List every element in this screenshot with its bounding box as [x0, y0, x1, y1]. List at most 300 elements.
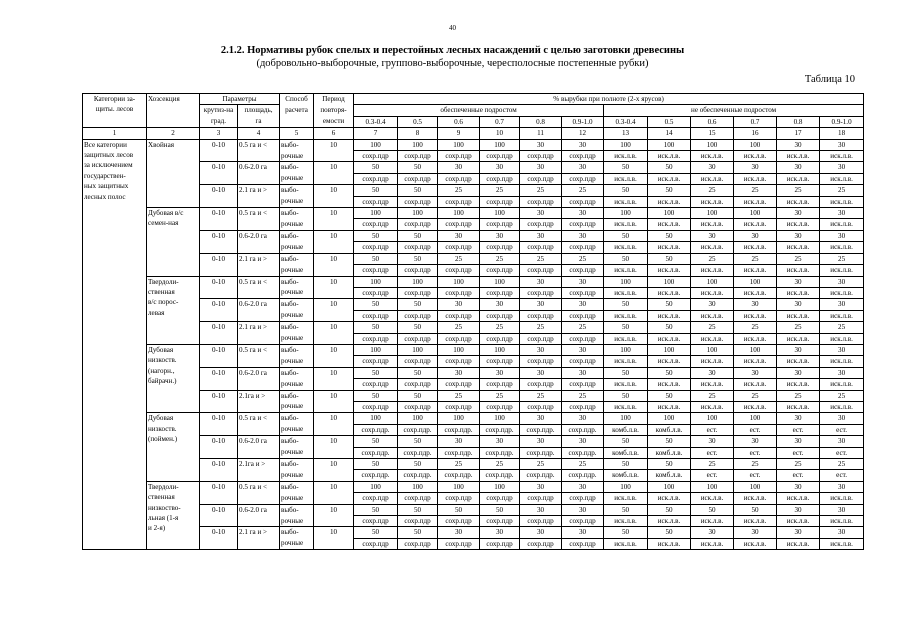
percent-cell: 30 — [777, 413, 820, 424]
percent-cell: 100 — [648, 413, 691, 424]
regen-type-cell: сохр.пдр — [562, 173, 604, 184]
regen-type-cell: сохр.пдр — [398, 242, 438, 253]
percent-cell: 100 — [734, 276, 777, 287]
regen-type-cell: иск.л.в. — [777, 401, 820, 412]
percent-cell: 30 — [777, 527, 820, 538]
header-row-1 — [83, 94, 864, 105]
regen-type-cell: иск.л.в. — [734, 196, 777, 207]
period-cell: 10 — [314, 390, 354, 413]
percent-cell: 50 — [398, 390, 438, 401]
regen-type-cell: комб.л.в. — [648, 447, 691, 458]
percent-cell: 100 — [691, 413, 734, 424]
regen-type-cell: сохр.пдр — [398, 333, 438, 344]
period-cell: 10 — [314, 459, 354, 482]
regen-type-cell: сохр.пдр — [562, 310, 604, 321]
table-label: Таблица 10 — [804, 74, 855, 85]
table-row — [83, 230, 864, 241]
percent-cell: 50 — [648, 527, 691, 538]
regen-type-cell: иск.л.в. — [734, 516, 777, 527]
method-cell: выбо- — [280, 436, 314, 447]
column-number: 14 — [648, 128, 691, 139]
percent-cell: 25 — [691, 459, 734, 470]
regen-type-cell: иск.л.в. — [777, 151, 820, 162]
table-row — [83, 208, 864, 219]
regen-type-cell: сохр.пдр — [480, 356, 520, 367]
norms-table — [82, 93, 864, 550]
slope-cell: 0-10 — [200, 527, 238, 550]
percent-cell: 25 — [562, 459, 604, 470]
table-row — [83, 390, 864, 401]
section-cell — [147, 481, 200, 549]
percent-cell: 30 — [562, 367, 604, 378]
area-cell: 2.1 га и > — [238, 185, 280, 208]
slope-cell: 0-10 — [200, 139, 238, 162]
percent-cell: 50 — [604, 299, 648, 310]
column-number: 13 — [604, 128, 648, 139]
table-row — [83, 344, 864, 355]
percent-cell: 50 — [734, 504, 777, 515]
percent-cell: 30 — [520, 162, 562, 173]
regen-type-cell: иск.л.в. — [604, 219, 648, 230]
header-density: 0.6 — [691, 116, 734, 127]
period-cell: 10 — [314, 185, 354, 208]
percent-cell: 25 — [691, 185, 734, 196]
slope-cell: 0-10 — [200, 504, 238, 527]
regen-type-cell: сохр.пдр — [480, 173, 520, 184]
regen-type-cell: ест. — [691, 424, 734, 435]
regen-type-cell: сохр.пдр — [438, 219, 480, 230]
section-line: низкоств. — [148, 424, 177, 433]
regen-type-cell: ест. — [734, 424, 777, 435]
regen-type-cell: иск.л.в. — [820, 287, 864, 298]
period-cell: 10 — [314, 413, 354, 436]
header-period-l2: повторя- — [314, 105, 354, 116]
percent-cell: 50 — [354, 527, 398, 538]
regen-type-cell: сохр.пдр — [398, 401, 438, 412]
percent-cell: 30 — [520, 344, 562, 355]
percent-cell: 50 — [480, 504, 520, 515]
slope-cell: 0-10 — [200, 367, 238, 390]
period-cell: 10 — [314, 230, 354, 253]
regen-type-cell: иск.л.в. — [648, 242, 691, 253]
percent-cell: 30 — [734, 162, 777, 173]
percent-cell: 25 — [438, 459, 480, 470]
regen-type-cell: сохр.пдр — [562, 196, 604, 207]
percent-cell: 25 — [562, 253, 604, 264]
regen-type-cell: иск.л.в. — [648, 493, 691, 504]
regen-type-cell: сохр.пдр — [480, 516, 520, 527]
percent-cell: 25 — [480, 459, 520, 470]
regen-type-cell: иск.л.в. — [648, 516, 691, 527]
regen-type-cell: сохр.пдр — [438, 265, 480, 276]
percent-cell: 25 — [480, 390, 520, 401]
percent-cell: 100 — [734, 481, 777, 492]
header-density: 0.5 — [648, 116, 691, 127]
header-density: 0.6 — [438, 116, 480, 127]
percent-cell: 30 — [734, 230, 777, 241]
section-line: низкоство- — [148, 503, 181, 512]
percent-cell: 50 — [648, 459, 691, 470]
regen-type-cell: иск.л.в. — [691, 401, 734, 412]
method-cell-l2: рочные — [280, 333, 314, 344]
percent-cell: 30 — [820, 527, 864, 538]
percent-cell: 50 — [648, 436, 691, 447]
regen-type-cell: иск.л.в. — [820, 151, 864, 162]
period-cell: 10 — [314, 299, 354, 322]
method-cell: выбо- — [280, 253, 314, 264]
regen-type-cell: сохр.пдр — [438, 242, 480, 253]
method-cell: выбо- — [280, 139, 314, 150]
regen-type-cell: сохр.пдр — [438, 493, 480, 504]
section-line: Дубовая — [148, 414, 174, 423]
regen-type-cell: сохр.пдр — [520, 356, 562, 367]
percent-cell: 50 — [354, 367, 398, 378]
regen-type-cell: иск.л.в. — [820, 310, 864, 321]
regen-type-cell: сохр.пдр — [438, 333, 480, 344]
regen-type-cell: сохр.пдр — [480, 493, 520, 504]
percent-cell: 30 — [820, 276, 864, 287]
section-line: Твердоли- — [148, 482, 179, 491]
percent-cell: 100 — [398, 413, 438, 424]
regen-type-cell: иск.л.в. — [648, 333, 691, 344]
column-number: 10 — [480, 128, 520, 139]
percent-cell: 25 — [734, 185, 777, 196]
section-cell — [147, 413, 200, 481]
period-cell: 10 — [314, 208, 354, 231]
method-cell: выбо- — [280, 162, 314, 173]
header-not-provided: не обеспеченные подростом — [604, 105, 864, 116]
regen-type-cell: иск.л.в. — [691, 538, 734, 549]
regen-type-cell: иск.л.в. — [604, 287, 648, 298]
regen-type-cell: сохр.пдр — [438, 538, 480, 549]
period-cell: 10 — [314, 367, 354, 390]
regen-type-cell: сохр.пдр — [480, 538, 520, 549]
regen-type-cell: сохр.пдр. — [354, 447, 398, 458]
regen-type-cell: иск.л.в. — [820, 242, 864, 253]
regen-type-cell: сохр.пдр. — [354, 470, 398, 481]
percent-cell: 30 — [777, 162, 820, 173]
header-period-l3: емости — [314, 116, 354, 127]
regen-type-cell: иск.л.в. — [604, 196, 648, 207]
header-method-l1: Способ — [280, 94, 314, 105]
percent-cell: 100 — [438, 139, 480, 150]
slope-cell: 0-10 — [200, 436, 238, 459]
slope-cell: 0-10 — [200, 390, 238, 413]
percent-cell: 50 — [398, 253, 438, 264]
percent-cell: 25 — [480, 322, 520, 333]
regen-type-cell: иск.л.в. — [777, 265, 820, 276]
percent-cell: 30 — [691, 436, 734, 447]
regen-type-cell: сохр.пдр — [520, 401, 562, 412]
regen-type-cell: сохр.пдр — [398, 219, 438, 230]
regen-type-cell: сохр.пдр — [398, 516, 438, 527]
regen-type-cell: сохр.пдр — [398, 356, 438, 367]
percent-cell: 50 — [354, 185, 398, 196]
percent-cell: 100 — [480, 139, 520, 150]
regen-type-cell: сохр.пдр — [480, 196, 520, 207]
percent-cell: 50 — [648, 322, 691, 333]
percent-cell: 100 — [691, 276, 734, 287]
regen-type-cell: сохр.пдр — [562, 333, 604, 344]
column-number: 4 — [238, 128, 280, 139]
section-line: Твердоли- — [148, 277, 179, 286]
percent-cell: 100 — [398, 481, 438, 492]
category-cell — [83, 139, 147, 550]
method-cell-l2: рочные — [280, 287, 314, 298]
percent-cell: 50 — [604, 162, 648, 173]
regen-type-cell: сохр.пдр — [398, 173, 438, 184]
regen-type-cell: сохр.пдр — [480, 287, 520, 298]
percent-cell: 30 — [562, 139, 604, 150]
percent-cell: 30 — [480, 527, 520, 538]
regen-type-cell: иск.л.в. — [820, 356, 864, 367]
regen-type-cell: сохр.пдр — [562, 493, 604, 504]
method-cell-l2: рочные — [280, 379, 314, 390]
percent-cell: 30 — [777, 481, 820, 492]
percent-cell: 100 — [438, 413, 480, 424]
section-line: (нагорн., — [148, 366, 175, 375]
percent-cell: 100 — [734, 139, 777, 150]
regen-type-cell: ест. — [820, 470, 864, 481]
method-cell-l2: рочные — [280, 310, 314, 321]
regen-type-cell: ест. — [691, 470, 734, 481]
category-line: защитных лесов — [84, 151, 134, 160]
regen-type-cell: сохр.пдр — [438, 379, 480, 390]
percent-cell: 50 — [354, 162, 398, 173]
regen-type-cell: сохр.пдр — [562, 401, 604, 412]
section-line: низкоств. — [148, 356, 177, 365]
regen-type-cell: сохр.пдр — [354, 287, 398, 298]
area-cell: 2.1 га и > — [238, 253, 280, 276]
percent-cell: 30 — [520, 230, 562, 241]
percent-cell: 30 — [820, 436, 864, 447]
percent-cell: 50 — [398, 504, 438, 515]
method-cell-l2: рочные — [280, 219, 314, 230]
percent-cell: 50 — [398, 322, 438, 333]
regen-type-cell: иск.л.в. — [777, 173, 820, 184]
percent-cell: 100 — [648, 481, 691, 492]
percent-cell: 100 — [604, 413, 648, 424]
method-cell: выбо- — [280, 390, 314, 401]
percent-cell: 30 — [691, 162, 734, 173]
regen-type-cell: сохр.пдр. — [562, 424, 604, 435]
regen-type-cell: сохр.пдр — [520, 151, 562, 162]
regen-type-cell: иск.л.в. — [734, 242, 777, 253]
percent-cell: 100 — [398, 139, 438, 150]
area-cell: 0.5 га и < — [238, 139, 280, 162]
percent-cell: 50 — [648, 185, 691, 196]
regen-type-cell: иск.л.в. — [691, 516, 734, 527]
regen-type-cell: сохр.пдр — [520, 379, 562, 390]
regen-type-cell: иск.л.в. — [734, 173, 777, 184]
regen-type-cell: иск.л.в. — [648, 538, 691, 549]
regen-type-cell: сохр.пдр — [438, 287, 480, 298]
percent-cell: 50 — [604, 436, 648, 447]
method-cell: выбо- — [280, 504, 314, 515]
header-method-l2: расчета — [280, 105, 314, 128]
section-cell — [147, 344, 200, 412]
header-density: 0.3-0.4 — [604, 116, 648, 127]
percent-cell: 50 — [604, 504, 648, 515]
percent-cell: 50 — [398, 436, 438, 447]
header-category — [83, 94, 147, 128]
percent-cell: 25 — [820, 459, 864, 470]
percent-cell: 100 — [480, 413, 520, 424]
regen-type-cell: ест. — [734, 447, 777, 458]
regen-type-cell: иск.л.в. — [691, 242, 734, 253]
regen-type-cell: сохр.пдр — [398, 310, 438, 321]
percent-cell: 25 — [777, 322, 820, 333]
category-line: за исключением — [84, 161, 133, 170]
percent-cell: 50 — [691, 504, 734, 515]
area-cell: 0.6-2.0 га — [238, 230, 280, 253]
area-cell: 0.5 га и < — [238, 481, 280, 504]
header-area-l1: площадь, — [238, 105, 280, 116]
percent-cell: 50 — [604, 459, 648, 470]
regen-type-cell: сохр.пдр — [520, 265, 562, 276]
percent-cell: 25 — [438, 253, 480, 264]
method-cell: выбо- — [280, 208, 314, 219]
percent-cell: 25 — [480, 253, 520, 264]
percent-cell: 100 — [480, 276, 520, 287]
percent-cell: 50 — [648, 367, 691, 378]
header-slope-l1: крутиз-на — [200, 105, 238, 116]
percent-cell: 25 — [438, 185, 480, 196]
percent-cell: 30 — [480, 162, 520, 173]
percent-cell: 100 — [604, 344, 648, 355]
percent-cell: 50 — [398, 185, 438, 196]
area-cell: 2.1га и > — [238, 459, 280, 482]
percent-cell: 30 — [480, 299, 520, 310]
header-density: 0.9-1.0 — [562, 116, 604, 127]
percent-cell: 100 — [604, 139, 648, 150]
regen-type-cell: иск.л.в. — [648, 310, 691, 321]
header-category-line: Категории за- — [93, 95, 136, 103]
percent-cell: 25 — [520, 390, 562, 401]
regen-type-cell: иск.л.в. — [734, 356, 777, 367]
slope-cell: 0-10 — [200, 276, 238, 299]
percent-cell: 25 — [820, 185, 864, 196]
percent-cell: 30 — [820, 139, 864, 150]
percent-cell: 30 — [691, 527, 734, 538]
percent-cell: 100 — [604, 481, 648, 492]
regen-type-cell: ест. — [820, 447, 864, 458]
regen-type-cell: иск.л.в. — [734, 265, 777, 276]
regen-type-cell: сохр.пдр — [438, 401, 480, 412]
method-cell: выбо- — [280, 185, 314, 196]
table-row — [83, 436, 864, 447]
percent-cell: 50 — [354, 299, 398, 310]
table-row — [83, 459, 864, 470]
table-row — [83, 367, 864, 378]
regen-type-cell: иск.л.в. — [648, 219, 691, 230]
regen-type-cell: иск.л.в. — [777, 356, 820, 367]
percent-cell: 50 — [398, 367, 438, 378]
percent-cell: 100 — [604, 208, 648, 219]
percent-cell: 50 — [604, 367, 648, 378]
area-cell: 0.6-2.0 га — [238, 162, 280, 185]
regen-type-cell: сохр.пдр — [520, 516, 562, 527]
area-cell: 2.1га и > — [238, 390, 280, 413]
regen-type-cell: сохр.пдр. — [520, 470, 562, 481]
regen-type-cell: иск.л.в. — [604, 379, 648, 390]
percent-cell: 50 — [648, 230, 691, 241]
regen-type-cell: иск.л.в. — [604, 151, 648, 162]
section-line: и 2-я) — [148, 524, 166, 533]
regen-type-cell: сохр.пдр — [438, 173, 480, 184]
percent-cell: 30 — [562, 299, 604, 310]
percent-cell: 30 — [438, 230, 480, 241]
regen-type-cell: сохр.пдр. — [438, 424, 480, 435]
percent-cell: 50 — [648, 299, 691, 310]
percent-cell: 100 — [354, 413, 398, 424]
regen-type-cell: ест. — [820, 424, 864, 435]
regen-type-cell: сохр.пдр — [562, 516, 604, 527]
regen-type-cell: сохр.пдр — [520, 310, 562, 321]
category-line: государствен- — [84, 171, 126, 180]
regen-type-cell: сохр.пдр — [520, 173, 562, 184]
regen-type-cell: ест. — [777, 447, 820, 458]
regen-type-cell: иск.л.в. — [777, 287, 820, 298]
regen-type-cell: сохр.пдр — [354, 356, 398, 367]
percent-cell: 25 — [777, 459, 820, 470]
percent-cell: 50 — [354, 459, 398, 470]
column-number: 15 — [691, 128, 734, 139]
table-row — [83, 322, 864, 333]
percent-cell: 50 — [604, 253, 648, 264]
percent-cell: 30 — [820, 367, 864, 378]
regen-type-cell: иск.л.в. — [691, 219, 734, 230]
percent-cell: 30 — [480, 436, 520, 447]
regen-type-cell: сохр.пдр. — [438, 470, 480, 481]
section-line: (поймен.) — [148, 435, 178, 444]
regen-type-cell: иск.л.в. — [648, 265, 691, 276]
percent-cell: 100 — [734, 344, 777, 355]
regen-type-cell: иск.л.в. — [734, 151, 777, 162]
percent-cell: 30 — [777, 208, 820, 219]
header-provided: обеспеченные подростом — [354, 105, 604, 116]
regen-type-cell: сохр.пдр — [398, 196, 438, 207]
percent-cell: 30 — [777, 344, 820, 355]
regen-type-cell: иск.л.в. — [691, 287, 734, 298]
percent-cell: 25 — [520, 185, 562, 196]
slope-cell: 0-10 — [200, 344, 238, 367]
percent-cell: 30 — [520, 299, 562, 310]
column-number: 11 — [520, 128, 562, 139]
percent-cell: 30 — [438, 162, 480, 173]
period-cell: 10 — [314, 481, 354, 504]
method-cell-l2: рочные — [280, 447, 314, 458]
section-cell — [147, 208, 200, 276]
regen-type-cell: иск.л.в. — [777, 310, 820, 321]
regen-type-cell: сохр.пдр — [438, 356, 480, 367]
header-density: 0.7 — [734, 116, 777, 127]
percent-cell: 30 — [480, 230, 520, 241]
period-cell: 10 — [314, 139, 354, 162]
percent-cell: 50 — [604, 185, 648, 196]
regen-type-cell: сохр.пдр — [354, 219, 398, 230]
percent-cell: 100 — [438, 276, 480, 287]
regen-type-cell: ест. — [691, 447, 734, 458]
section-line: Хвойная — [148, 140, 174, 149]
regen-type-cell: сохр.пдр — [438, 516, 480, 527]
page-number: 40 — [449, 24, 456, 32]
table-row — [83, 527, 864, 538]
percent-cell: 25 — [820, 322, 864, 333]
regen-type-cell: иск.л.в. — [648, 379, 691, 390]
regen-type-cell: иск.л.в. — [820, 401, 864, 412]
column-number: 2 — [147, 128, 200, 139]
